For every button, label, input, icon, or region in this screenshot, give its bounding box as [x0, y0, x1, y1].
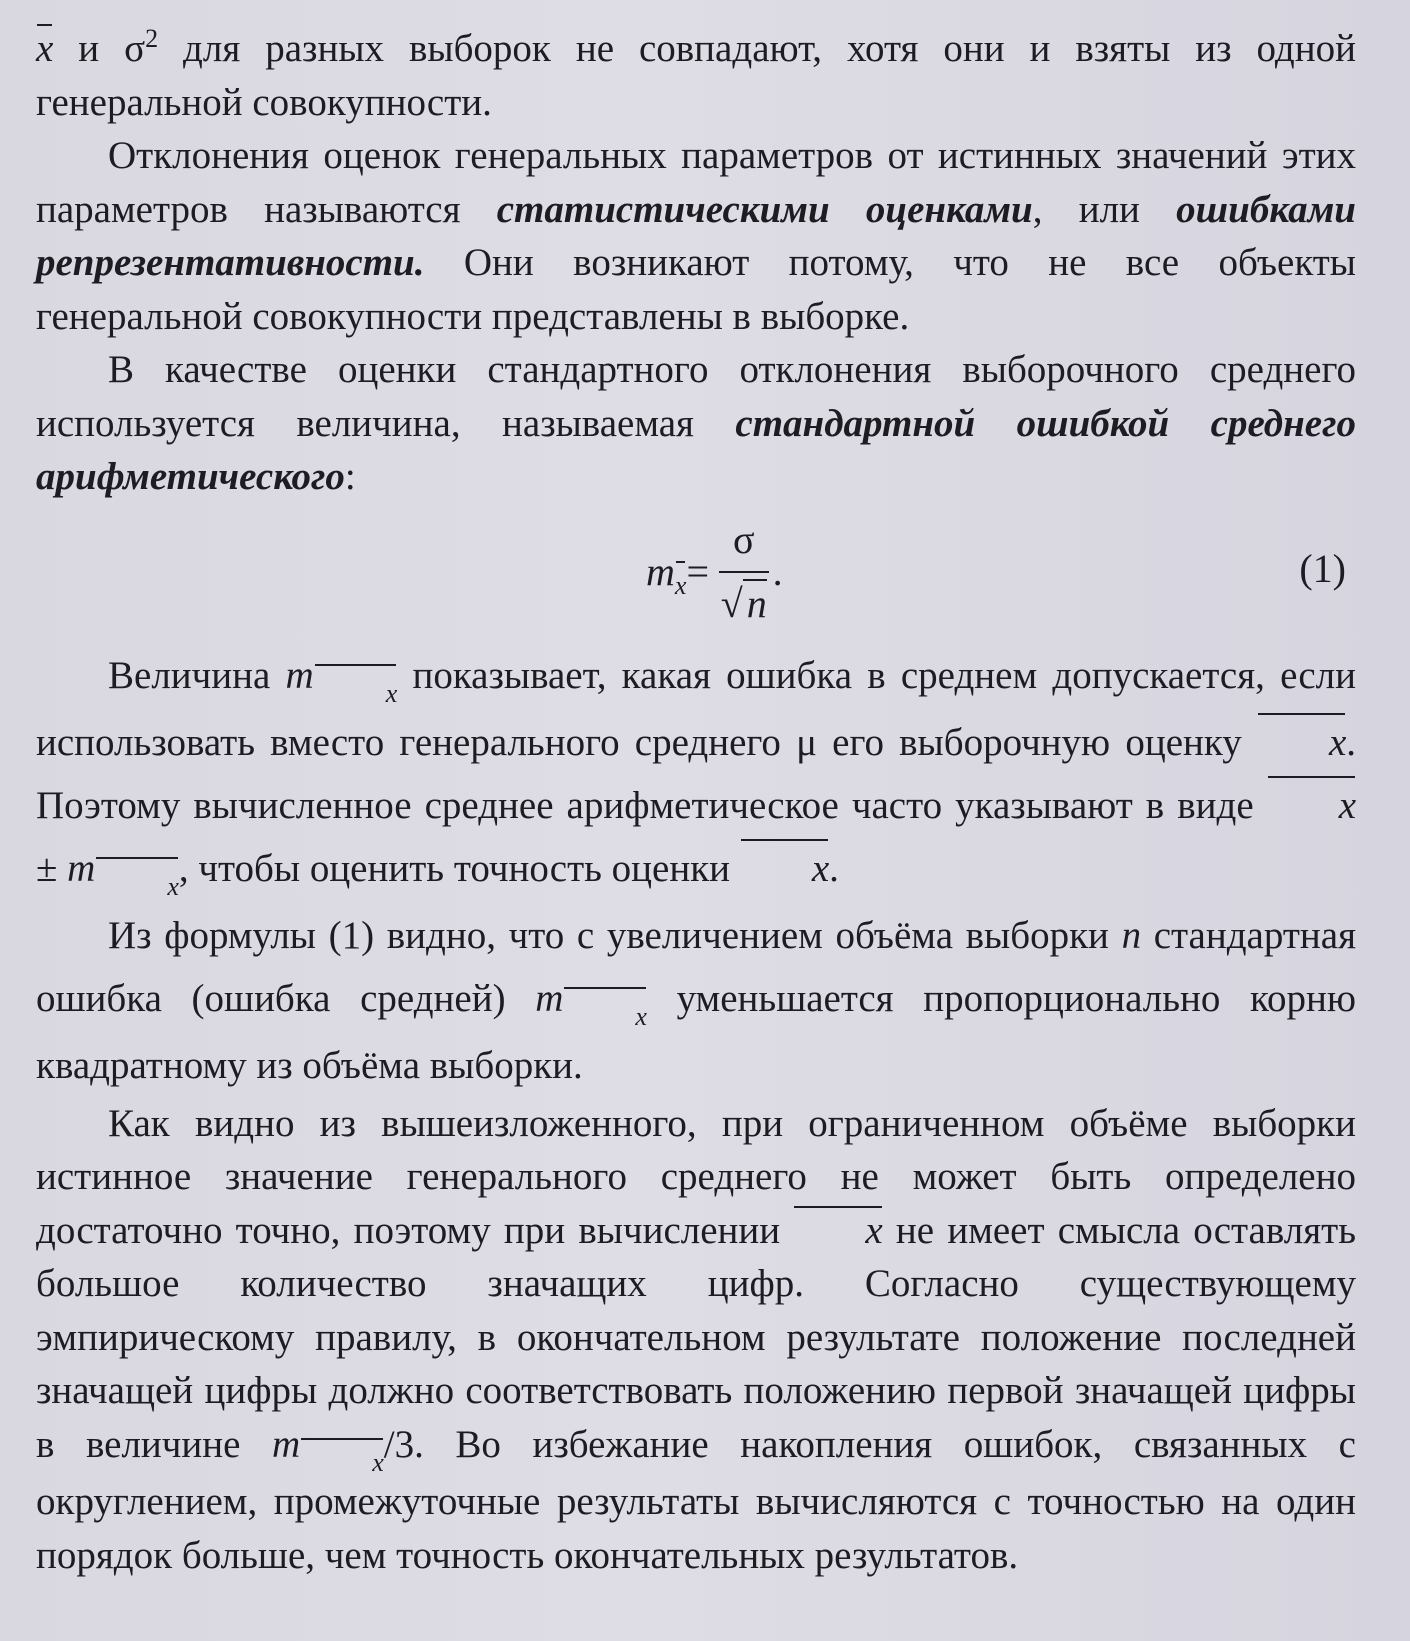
subscript-x-bar: x	[563, 985, 647, 1048]
paragraph-5	[36, 904, 1356, 1097]
term-statistical-estimates: статистическими оценками	[496, 187, 1033, 231]
paragraph-6	[36, 1097, 1356, 1583]
paragraph-2	[36, 129, 1356, 343]
paragraph-5-text-a: Из формулы (1) видно, что с увеличением объёма выборки	[108, 913, 1122, 957]
paragraph-3-text-a: В качестве оценки стандартного отклонения выборочного среднего используется величина, называемая	[36, 348, 1356, 445]
paragraph-6-text-b: не имеет смысла оставлять большое количество значащих цифр. Согласно существующему эмпирическому правилу, в окончательном результате положение последней значащей цифры должно соответствовать положению первой значащей цифры в величине	[36, 1208, 1356, 1466]
paragraph-1	[36, 12, 1356, 129]
square-superscript: 2	[145, 24, 159, 53]
x-bar-symbol: x	[1267, 774, 1356, 837]
subscript-x-bar: x	[314, 662, 398, 725]
sigma-symbol: σ	[124, 27, 146, 70]
x-bar-symbol: x	[1257, 711, 1346, 774]
paragraph-6-text-c: /3. Во избежание накопления ошибок, связанных с округлением, промежуточные результаты вычисляются с точностью на один порядок больше, чем точность окончательных результатов.	[36, 1422, 1356, 1577]
paragraph-5-text-b: стандартная ошибка (ошибка средней)	[36, 913, 1357, 1020]
subscript-x-bar: x	[95, 855, 179, 918]
paragraph-6-text-a: Как видно из вышеизложенного, при ограниченном объёме выборки истинное значение генерального среднего не может быть определено достаточно точно, поэтому при вычислении	[36, 1101, 1356, 1252]
formula-subscript-x-bar: x	[675, 559, 687, 613]
subscript-x-bar: x	[300, 1436, 384, 1490]
paragraph-4	[36, 644, 1356, 904]
paragraph-4-period: .	[829, 846, 839, 890]
paragraph-2-text-e: Они возникают потому, что не все объекты генеральной совокупности представлены в выборке.	[36, 241, 1356, 338]
equation-number: (1)	[1299, 545, 1346, 591]
text-and: и	[53, 27, 125, 70]
paragraph-4-text-b: показывает, какая ошибка в среднем допускается, если использовать вместо генерального среднего μ его выборочную оценку	[36, 653, 1356, 764]
paragraph-3	[36, 343, 1356, 504]
formula-denominator	[721, 573, 767, 631]
formula-body	[646, 512, 783, 632]
x-bar-symbol: x	[793, 1204, 882, 1258]
term-representativeness-errors: ошибками репрезентативности.	[36, 187, 1356, 284]
formula-numerator-sigma: σ	[719, 513, 769, 573]
paragraph-4-text-d: , чтобы оценить точность оценки	[178, 846, 740, 890]
n-symbol: n	[1121, 913, 1142, 957]
paragraph-1-text: для разных выборок не совпадают, хотя они и взяты из одной генеральной совокупности.	[36, 27, 1356, 124]
sqrt-sign: √	[720, 580, 743, 626]
m-symbol: m	[285, 653, 314, 697]
paragraph-4-text-c: . Поэтому вычисленное среднее арифметическое часто указывают в виде	[36, 720, 1356, 827]
term-standard-error-of-mean: стандартной ошибкой среднего арифметического	[36, 401, 1357, 498]
formula-n: n	[743, 579, 767, 626]
m-symbol: m	[535, 976, 564, 1020]
formula-period: .	[772, 548, 783, 594]
formula-m: m	[646, 548, 675, 594]
formula-equals: =	[686, 548, 709, 594]
formula-1	[36, 512, 1356, 632]
m-symbol: m	[67, 846, 96, 890]
plus-minus-sign: ±	[36, 846, 68, 890]
formula-fraction	[719, 513, 769, 630]
paragraph-5-text-c: уменьшается пропорционально корню квадратному из объёма выборки.	[36, 976, 1356, 1087]
paragraph-3-colon: :	[344, 455, 356, 498]
x-bar-symbol: x	[740, 837, 829, 900]
paragraph-4-text-a: Величина	[108, 653, 286, 697]
paragraph-2-text-c: , или	[1032, 187, 1177, 231]
m-symbol: m	[272, 1422, 301, 1466]
x-bar-symbol: x	[36, 22, 53, 76]
paragraph-2-text-a: Отклонения оценок генеральных параметров от истинных значений этих параметров называются	[36, 134, 1356, 231]
page-text	[36, 12, 1356, 1582]
